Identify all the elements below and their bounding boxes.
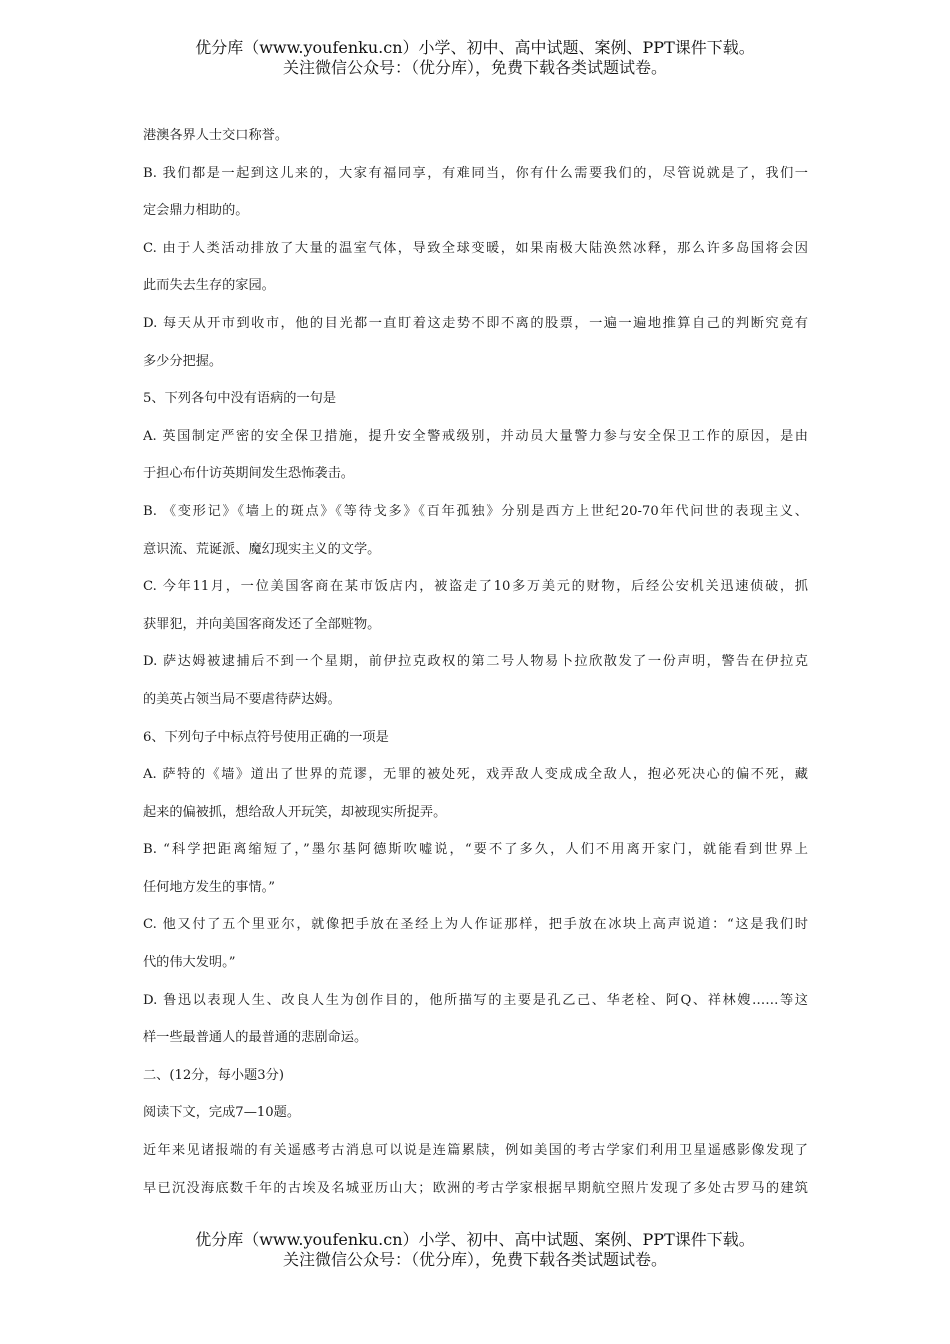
text-line: 早已沉没海底数千年的古埃及名城亚历山大；欧洲的考古学家根据早期航空照片发现了多处古罗马的建筑 — [143, 1180, 808, 1196]
text-line: C. 由于人类活动排放了大量的温室气体，导致全球变暖，如果南极大陆涣然冰释，那么许多岛国将会因 — [143, 240, 808, 256]
text-line: D. 每天从开市到收市，他的目光都一直盯着这走势不即不离的股票，一遍一遍地推算自己的判断究竟有 — [143, 315, 808, 331]
text-line: C. 今年11月，一位美国客商在某市饭店内，被盗走了10多万美元的财物，后经公安机关迅速侦破，抓 — [143, 579, 808, 595]
text-line: B. 我们都是一起到这儿来的，大家有福同享，有难同当，你有什么需要我们的，尽管说就是了，我们一 — [143, 165, 808, 181]
footer-line-2: 关注微信公众号：（优分库），免费下载各类试题试卷。 — [282, 1250, 667, 1269]
page-header — [0, 38, 950, 78]
text-line: A. 英国制定严密的安全保卫措施，提升安全警戒级别，并动员大量警力参与安全保卫工作的原因，是由 — [143, 428, 808, 444]
text-line: 意识流、荒诞派、魔幻现实主义的文学。 — [143, 541, 381, 557]
footer-line-1: 优分库（www.youfenku.cn）小学、初中、高中试题、案例、PPT课件下载。 — [195, 1230, 755, 1249]
text-line: 获罪犯，并向美国客商发还了全部赃物。 — [143, 616, 381, 632]
text-line: 于担心布什访英期间发生恐怖袭击。 — [143, 466, 354, 482]
document-body — [143, 126, 808, 1216]
text-line: 多少分把握。 — [143, 353, 223, 369]
text-line: D. 萨达姆被逮捕后不到一个星期，前伊拉克政权的第二号人物易卜拉欣散发了一份声明，警告在伊拉克 — [143, 654, 808, 670]
text-line: 任何地方发生的事情。” — [143, 879, 276, 895]
text-line: 起来的偏被抓，想给敌人开玩笑，却被现实所捉弄。 — [143, 804, 447, 820]
text-line: 的美英占领当局不要虐待萨达姆。 — [143, 691, 341, 707]
question-heading: 5、下列各句中没有语病的一句是 — [143, 391, 337, 407]
text-line: 此而失去生存的家园。 — [143, 278, 275, 294]
text-line: 定会鼎力相助的。 — [143, 203, 249, 219]
question-heading: 6、下列句子中标点符号使用正确的一项是 — [143, 729, 389, 745]
text-line: 港澳各界人士交口称誉。 — [143, 128, 289, 143]
text-line: 阅读下文，完成7—10题。 — [143, 1105, 301, 1121]
header-line-2: 关注微信公众号：（优分库），免费下载各类试题试卷。 — [282, 58, 667, 77]
text-line: A. 萨特的《墙》道出了世界的荒谬，无罪的被处死，戏弄敌人变成成全敌人，抱必死决心的偏不死，藏 — [143, 767, 808, 783]
page-footer — [0, 1230, 950, 1270]
text-line: B. “科学把距离缩短了，”墨尔基阿德斯吹嘘说，“要不了多久，人们不用离开家门，就能看到世界上 — [143, 842, 808, 858]
text-line: D. 鲁迅以表现人生、改良人生为创作目的，他所描写的主要是孔乙己、华老栓、阿Q、祥林嫂……等这 — [143, 992, 808, 1008]
text-line: 样一些最普通人的最普通的悲剧命运。 — [143, 1030, 368, 1046]
text-line: B. 《变形记》《墙上的斑点》《等待戈多》《百年孤独》分别是西方上世纪20-70年代问世的表现主义、 — [143, 503, 808, 519]
section-heading: 二、(12分，每小题3分) — [143, 1067, 284, 1083]
text-line: 近年来见诸报端的有关遥感考古消息可以说是连篇累牍，例如美国的考古学家们利用卫星遥感影像发现了 — [143, 1143, 808, 1159]
text-line: C. 他又付了五个里亚尔，就像把手放在圣经上为人作证那样，把手放在冰块上高声说道：“这是我们时 — [143, 917, 808, 933]
header-line-1: 优分库（www.youfenku.cn）小学、初中、高中试题、案例、PPT课件下载。 — [195, 38, 755, 57]
text-line: 代的伟大发明。” — [143, 955, 236, 971]
